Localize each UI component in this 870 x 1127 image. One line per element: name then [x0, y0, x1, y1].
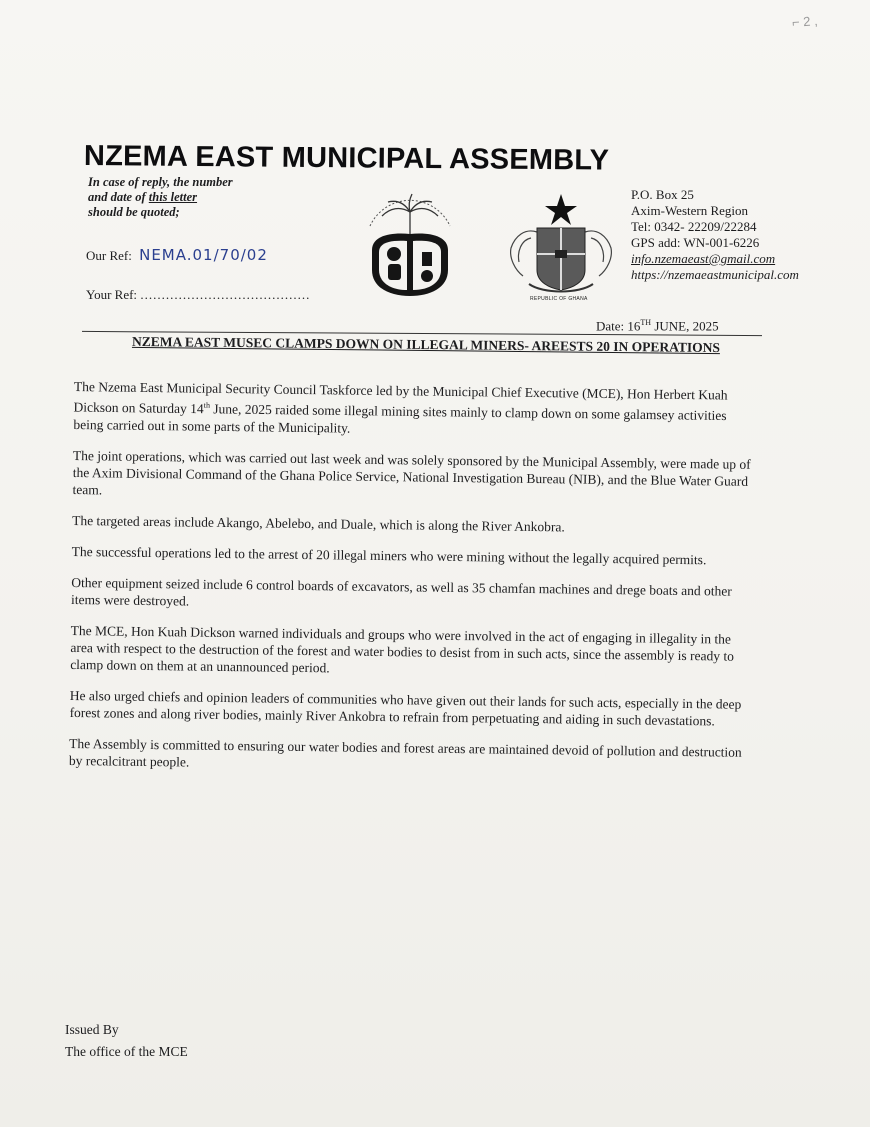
date-label: Date: 16: [596, 318, 641, 334]
corner-pen-mark: ⌐ 2 ,: [791, 13, 819, 30]
paragraph-4: The successful operations led to the arrest of 20 illegal miners who were mining without the legally acquired permits.: [71, 543, 707, 567]
letter-date: [596, 318, 719, 334]
website-link[interactable]: https://nzemaeastmunicipal.com: [631, 267, 799, 282]
paragraph-7: He also urged chiefs and opinion leaders of communities who have given out their lands for such acts, especially in the deep forest zones and along river bodies, mainly River Ankobra to refrain from perpetuating and aiding in such devastations.: [69, 687, 742, 728]
your-ref-row: [86, 287, 310, 303]
assembly-logo-icon: [352, 182, 468, 300]
reply-note-underlined: this letter: [148, 190, 198, 204]
issuer-name: The office of the MCE: [65, 1044, 188, 1059]
our-ref-handwritten: NEMA.01/70/02: [139, 246, 268, 264]
paragraph-3: The targeted areas include Akango, Abelebo, and Duale, which is along the River Ankobra.: [72, 512, 565, 534]
issued-by-label: Issued By: [65, 1022, 119, 1037]
contact-address-block: [631, 187, 851, 283]
paragraph-5: Other equipment seized include 6 control boards of excavators, as well as 35 chamfan machines and drege boats and other items were destroyed.: [71, 574, 732, 609]
paragraph-8: The Assembly is committed to ensuring our water bodies and forest areas are maintained devoid of pollution and destruction by recalcitrant people.: [68, 735, 742, 770]
email-link[interactable]: info.nzemaeast@gmail.com: [631, 251, 776, 266]
our-ref-label: Our Ref:: [86, 248, 132, 263]
paragraph-6: The MCE, Hon Kuah Dickson warned individuals and groups who were involved in the act of engaging in illegality in the area with respect to the destruction of the forest and water bodies to desist from in such acts, since the assembly is ready to clamp down on them at an unannounced period.: [70, 622, 735, 675]
paragraph-1-sup: th: [203, 400, 211, 410]
your-ref-blank: ........................................: [140, 287, 311, 302]
coat-of-arms-caption: REPUBLIC OF GHANA: [530, 296, 588, 302]
reply-note-line-3: should be quoted;: [88, 205, 180, 219]
region: Axim-Western Region: [631, 203, 749, 218]
press-release-headline: NZEMA EAST MUSEC CLAMPS DOWN ON ILLEGAL MINERS- AREESTS 20 IN OPERATIONS: [131, 333, 721, 356]
gps-address: GPS add: WN-001-6226: [631, 235, 760, 250]
reply-note-line-2: [88, 190, 298, 205]
date-rest: JUNE, 2025: [651, 318, 719, 334]
paragraph-1: [73, 378, 760, 441]
paragraph-1-part-a: The Nzema East Municipal Security Council Taskforce led by the Municipal Chief Executive (MCE), Hon Herbert Kuah Dickson on Saturday 14: [73, 378, 728, 417]
telephone: Tel: 0342- 22209/22284: [631, 219, 757, 234]
reply-note-line-1: In case of reply, the number: [88, 175, 233, 189]
paragraph-2: The joint operations, which was carried out last week and was solely sponsored by the Municipal Assembly, were made up of the Axim Divisional Command of the Ghana Police Service, National Investigation Bureau (NIB), and the Blue Water Guard team.: [72, 447, 751, 497]
signoff-block: [65, 1019, 188, 1063]
po-box: P.O. Box 25: [631, 187, 694, 202]
letter-body: [69, 378, 760, 791]
date-suffix: TH: [640, 318, 652, 327]
our-ref-row: [86, 246, 268, 264]
reply-instructions: [88, 175, 298, 220]
ghana-coat-of-arms-icon: [503, 184, 619, 308]
letterhead-title: NZEMA EAST MUNICIPAL ASSEMBLY: [83, 140, 610, 177]
reply-note-line-2-prefix: and date of: [88, 190, 149, 204]
paragraph-1-part-b: June, 2025 raided some illegal mining sites mainly to clamp down on some galamsey activities being carried out in some parts of the Municipality.: [73, 401, 727, 436]
your-ref-label: Your Ref:: [86, 287, 138, 302]
